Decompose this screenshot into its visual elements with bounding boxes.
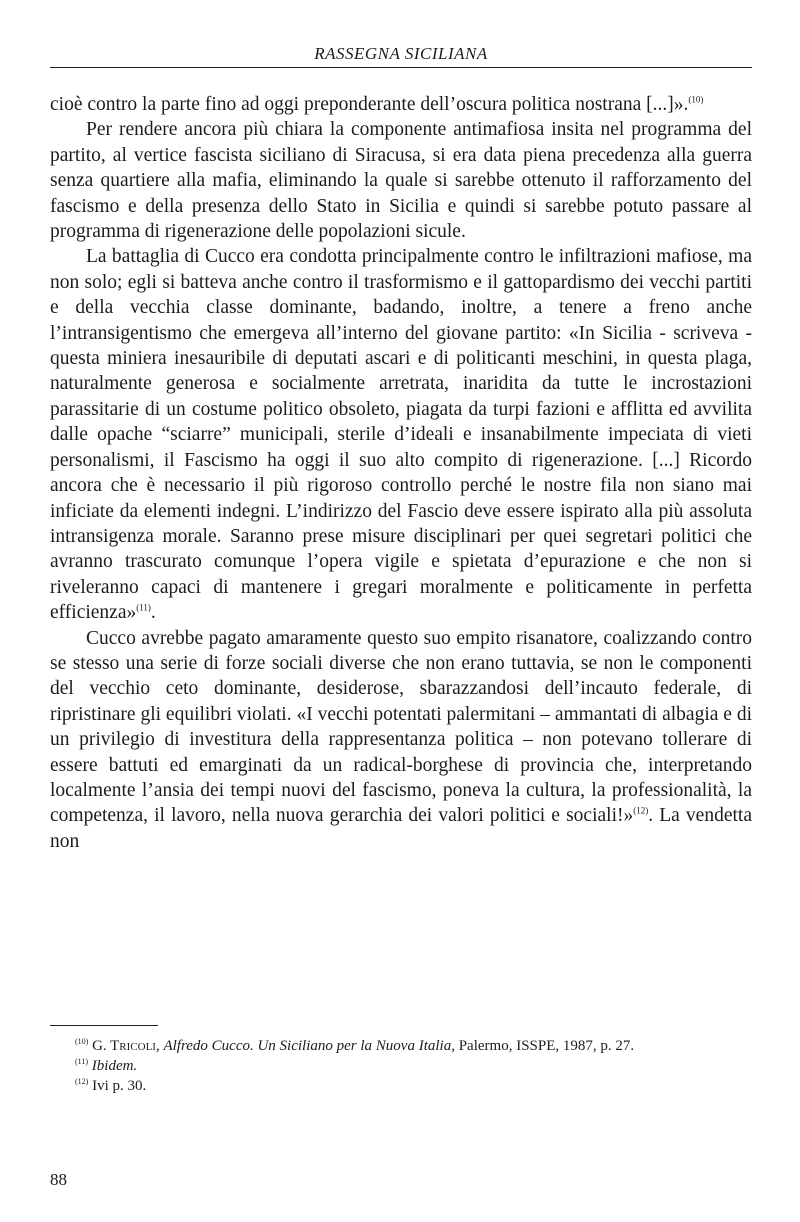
paragraph-2-text: Per rendere ancora più chiara la componente antimafiosa insita nel programma del partito, al vertice fascista siciliano di Siracusa, si era data piena precedenza alla guerra senza quartiere alla mafia, eliminando la quale si sarebbe ottenuto il rafforzamento del fascismo e della presenza dello Stato in Sicilia e quindi si sarebbe potuto passare al programma di rigenerazione delle popolazioni sicule. xyxy=(50,119,752,243)
footnotes xyxy=(50,1036,752,1096)
footnote-11-text: Ibidem. xyxy=(91,1058,138,1074)
paragraph-1-text: cioè contro la parte fino ad oggi preponderante dell’oscura politica nostrana [...]». xyxy=(50,94,689,115)
footnote-11 xyxy=(50,1056,752,1076)
running-header: RASSEGNA SICILIANA xyxy=(314,44,488,63)
footnote-10-rest: , Palermo, ISSPE, 1987, p. 27. xyxy=(451,1038,635,1054)
footnote-10-author: G. Tricoli, xyxy=(92,1038,160,1054)
footnote-10-title: Alfredo Cucco. Un Siciliano per la Nuova Italia xyxy=(163,1038,452,1054)
footnote-11-marker: (11) xyxy=(75,1057,89,1066)
footnote-rule xyxy=(50,1025,158,1026)
paragraph-1 xyxy=(50,92,752,117)
footnote-12-text: Ivi p. 30. xyxy=(92,1078,147,1094)
paragraph-2 xyxy=(50,117,752,244)
footnote-10-marker: (10) xyxy=(75,1037,89,1046)
note-ref-10: (10) xyxy=(688,94,704,105)
paragraph-4-tail: . La vendetta non xyxy=(50,805,752,852)
paragraph-3 xyxy=(50,244,752,625)
footnote-12-marker: (12) xyxy=(75,1077,89,1086)
paragraph-3-text: La battaglia di Cucco era condotta principalmente contro le infiltrazioni mafiose, ma non solo; egli si batteva anche contro il trasformismo e il gattopardismo dei vecchi partiti e della vecchia classe dominante, badando, inoltre, a tenere a freno anche l’intransigentismo che emergeva all’interno del giovane partito: «In Sicilia - scriveva - questa miniera inesauribile di deputati ascari e di politicanti meschini, in questa plaga, naturalmente generosa e socialmente arretrata, inaridita da tutte le incrostazioni parassitarie di un costume politico obsoleto, piagata da turpi fazioni e afflitta ed avvilita dalle opache “sciarre” municipali, sterile d’ideali e insanabilmente impeciata di vieti personalismi, il Fascismo ha oggi il suo alto compito di rigenerazione. [...] Ricordo ancora che è necessario il più rigoroso controllo perché le nostre fila non siano mai inficiate da elementi indegni. L’indirizzo del Fascio deve essere ispirato alla più assoluta intransigenza morale. Saranno prese misure disciplinari per quei segretari politici che avranno trascurato comunque l’opera vigile e spietata d’epurazione e che non si riveleranno capaci di mantenere i gregari moralmente e politicamente in perfetta efficienza» xyxy=(50,246,752,624)
note-ref-11: (11) xyxy=(136,602,151,613)
paragraph-4 xyxy=(50,626,752,855)
footnote-12 xyxy=(50,1076,752,1096)
paragraph-4-text: Cucco avrebbe pagato amaramente questo suo empito risanatore, coalizzando contro se stesso una serie di forze sociali diverse che non erano tuttavia, se non le componenti del vecchio ceto dominante, desiderose, sbarazzandosi dell’incauto federale, di ripristinare gli equilibri violati. «I vecchi potentati palermitani – ammantati di albagia e di un privilegio di investitura della rappresentanza politica – non potevano tollerare di essere battuti ed emarginati da un radical-borghese di provincia che, interpretando localmente l’ansia dei tempi nuovi del fascismo, poneva la cultura, la professionalità, la competenza, il lavoro, nella nuova gerarchia dei valori politici e sociali!» xyxy=(50,627,752,827)
page-number: 88 xyxy=(50,1170,67,1189)
paragraph-3-tail: . xyxy=(150,602,156,624)
note-ref-12: (12) xyxy=(633,805,649,816)
main-text xyxy=(50,92,752,854)
header-rule xyxy=(50,67,752,68)
footnote-10 xyxy=(50,1036,752,1056)
